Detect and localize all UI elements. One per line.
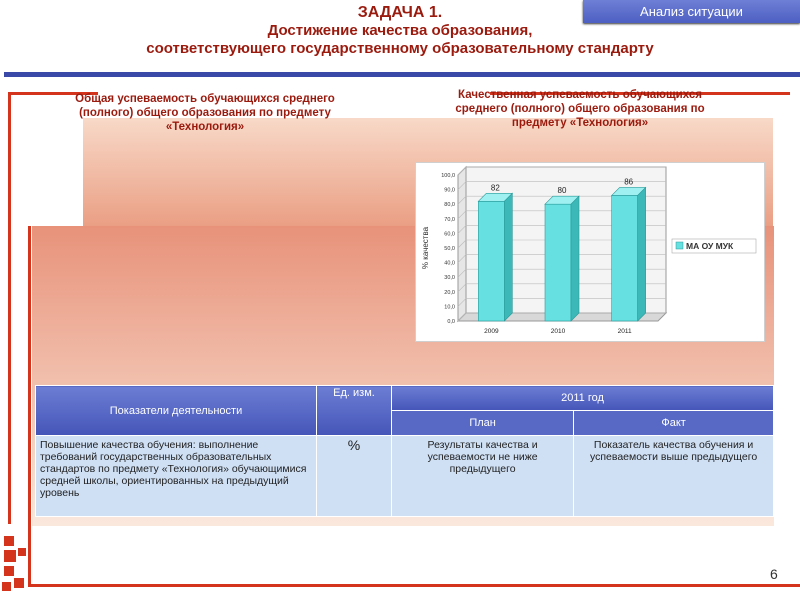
header-indicator: Показатели деятельности (36, 386, 317, 436)
header-plan: План (392, 411, 574, 436)
x-tick-label: 2009 (484, 328, 499, 335)
bar (545, 204, 571, 321)
frame-line-inner-left (28, 226, 31, 586)
bar (612, 195, 638, 321)
y-tick-label: 0,0 (447, 319, 455, 325)
header-unit: Ед. изм. (317, 386, 392, 436)
decor-square (4, 566, 14, 576)
title-line-1: ЗАДАЧА 1. (357, 4, 443, 21)
y-tick-label: 50,0 (444, 246, 455, 252)
frame-line-left (8, 92, 11, 524)
header-year: 2011 год (392, 386, 774, 411)
y-tick-label: 70,0 (444, 216, 455, 223)
decor-square (14, 578, 24, 588)
header-fact: Факт (574, 411, 774, 436)
caption-general-performance: Общая успеваемость обучающихся среднего (полного) общего образования по предмету «Технология» (75, 93, 335, 133)
decor-square (4, 550, 16, 562)
data-label: 86 (624, 177, 634, 187)
cell-plan: Результаты качества и успеваемости не ниже предыдущего (392, 436, 574, 517)
legend-label: МА ОУ МУК (686, 241, 734, 251)
y-tick-label: 20,0 (444, 289, 455, 296)
cell-unit: % (317, 436, 392, 517)
frame-line-bottom (28, 584, 800, 587)
bar-side (504, 193, 512, 321)
y-axis-label: % качества (421, 226, 430, 270)
decor-square (2, 582, 11, 591)
chart-canvas (416, 163, 764, 341)
y-tick-label: 60,0 (444, 231, 455, 238)
y-tick-label: 80,0 (444, 202, 455, 209)
table-row (36, 436, 774, 517)
y-tick-label: 40,0 (444, 260, 455, 267)
y-tick-label: 10,0 (444, 304, 455, 311)
bar-side (571, 196, 579, 321)
bar-side (638, 187, 646, 321)
y-tick-label: 90,0 (444, 187, 455, 194)
cell-fact: Показатель качества обучения и успеваемости выше предыдущего (574, 436, 774, 517)
x-tick-label: 2010 (550, 328, 566, 335)
quality-chart (415, 162, 765, 342)
y-tick-label: 30,0 (444, 275, 455, 282)
header-divider (4, 72, 800, 77)
decor-square (18, 548, 26, 556)
cell-indicator: Повышение качества обучения: выполнение требований государственных образовательных стандартов по предмету «Технология» обучающимися средней школы, ориентированных на предыдущий уровень (36, 436, 317, 517)
data-label: 82 (490, 183, 500, 193)
y-tick-label: 100,0 (441, 173, 455, 179)
data-label: 80 (557, 186, 567, 196)
page-number: 6 (770, 566, 778, 582)
title-line-2: Достижение качества образования, (267, 22, 533, 39)
decor-square (4, 536, 14, 546)
bar (478, 201, 504, 321)
title-line-3: соответствующего государственному образовательному стандарту (146, 40, 654, 57)
indicators-table (35, 385, 774, 517)
legend-swatch (676, 242, 683, 249)
section-tag: Анализ ситуации (583, 0, 800, 23)
caption-quality-performance: Качественная успеваемость обучающихся среднего (полного) общего образования по предмету «Технология» (455, 89, 705, 129)
x-tick-label: 2011 (617, 328, 632, 335)
